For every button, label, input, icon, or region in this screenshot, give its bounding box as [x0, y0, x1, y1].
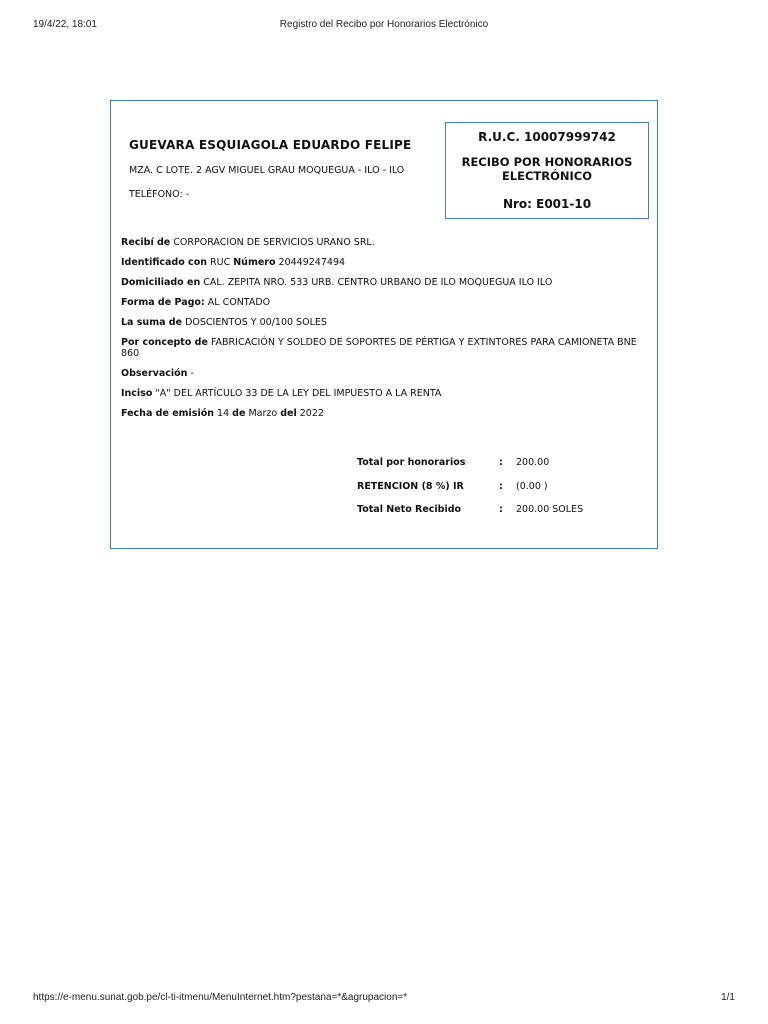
ruc-number: R.U.C. 10007999742: [478, 130, 616, 144]
total-colon: :: [499, 457, 503, 468]
detail-label: Identificado con: [121, 257, 207, 268]
detail-value: CAL. ZEPITA NRO. 533 URB. CENTRO URBANO DE ILO MOQUEGUA ILO ILO: [203, 277, 553, 288]
detail-forma-pago: [121, 297, 649, 308]
detail-label: de: [232, 408, 246, 419]
detail-value: CORPORACION DE SERVICIOS URANO SRL.: [173, 237, 375, 248]
detail-suma: [121, 317, 649, 328]
totals-table: [357, 457, 647, 528]
issuer-address: MZA. C LOTE. 2 AGV MIGUEL GRAU MOQUEGUA - ILO - ILO: [129, 165, 405, 176]
total-label: Total Neto Recibido: [357, 504, 462, 515]
detail-recibi: [121, 237, 649, 248]
detail-fecha: [121, 408, 649, 419]
fecha-year: 2022: [299, 408, 324, 419]
detail-inciso: [121, 388, 649, 399]
total-colon: :: [499, 480, 503, 492]
detail-label: Número: [233, 257, 276, 268]
total-value: 200.00: [516, 457, 550, 468]
detail-label: del: [280, 408, 297, 419]
detail-value: DOSCIENTOS Y 00/100 SOLES: [185, 317, 327, 328]
detail-label: Recibí de: [121, 237, 171, 248]
detail-label: La suma de: [121, 317, 183, 328]
detail-concepto: [121, 337, 649, 359]
receipt-document: [110, 100, 658, 549]
detail-value: "A" DEL ARTÍCULO 33 DE LA LEY DEL IMPUESTO A LA RENTA: [155, 388, 442, 399]
document-type: RECIBO POR HONORARIOS ELECTRÓNICO: [461, 155, 633, 183]
issuer-name: GUEVARA ESQUIAGOLA EDUARDO FELIPE: [129, 138, 412, 152]
detail-observacion: [121, 368, 649, 379]
total-colon: :: [499, 504, 503, 515]
detail-domiciliado: [121, 277, 649, 288]
total-row: [357, 504, 647, 528]
ruc-box: [445, 122, 649, 219]
print-page-number: 1/1: [721, 992, 735, 1003]
issuer-phone: TELÉFONO: -: [129, 189, 190, 200]
total-label: RETENCION (8 %) IR: [357, 480, 464, 492]
detail-identificado: [121, 257, 649, 268]
total-value: (0.00 ): [516, 480, 548, 492]
detail-doc-type: RUC: [210, 257, 231, 268]
print-datetime: 19/4/22, 18:01: [33, 19, 97, 30]
detail-label: Inciso: [121, 388, 153, 399]
detail-value: FABRICACIÓN Y SOLDEO DE SOPORTES DE PÉRTIGA Y EXTINTORES PARA CAMIONETA BNE 860: [121, 337, 637, 359]
total-label: Total por honorarios: [357, 457, 466, 468]
print-title: Registro del Recibo por Honorarios Electrónico: [279, 19, 489, 30]
fecha-day: 14: [217, 408, 230, 419]
total-row: [357, 457, 647, 481]
detail-value: -: [190, 368, 194, 379]
receipt-details: [121, 237, 649, 428]
detail-label: Por concepto de: [121, 337, 208, 348]
detail-label: Fecha de emisión: [121, 408, 215, 419]
total-row: [357, 481, 647, 505]
detail-label: Forma de Pago:: [121, 297, 205, 308]
total-value: 200.00 SOLES: [516, 504, 584, 515]
detail-value: 20449247494: [278, 257, 346, 268]
detail-label: Observación: [121, 368, 188, 379]
detail-value: AL CONTADO: [207, 297, 271, 308]
detail-label: Domiciliado en: [121, 277, 201, 288]
print-url: https://e-menu.sunat.gob.pe/cl-ti-itmenu/MenuInternet.htm?pestana=*&agrupacion=*: [33, 992, 408, 1003]
fecha-month: Marzo: [248, 408, 278, 419]
document-number: Nro: E001-10: [502, 197, 592, 211]
